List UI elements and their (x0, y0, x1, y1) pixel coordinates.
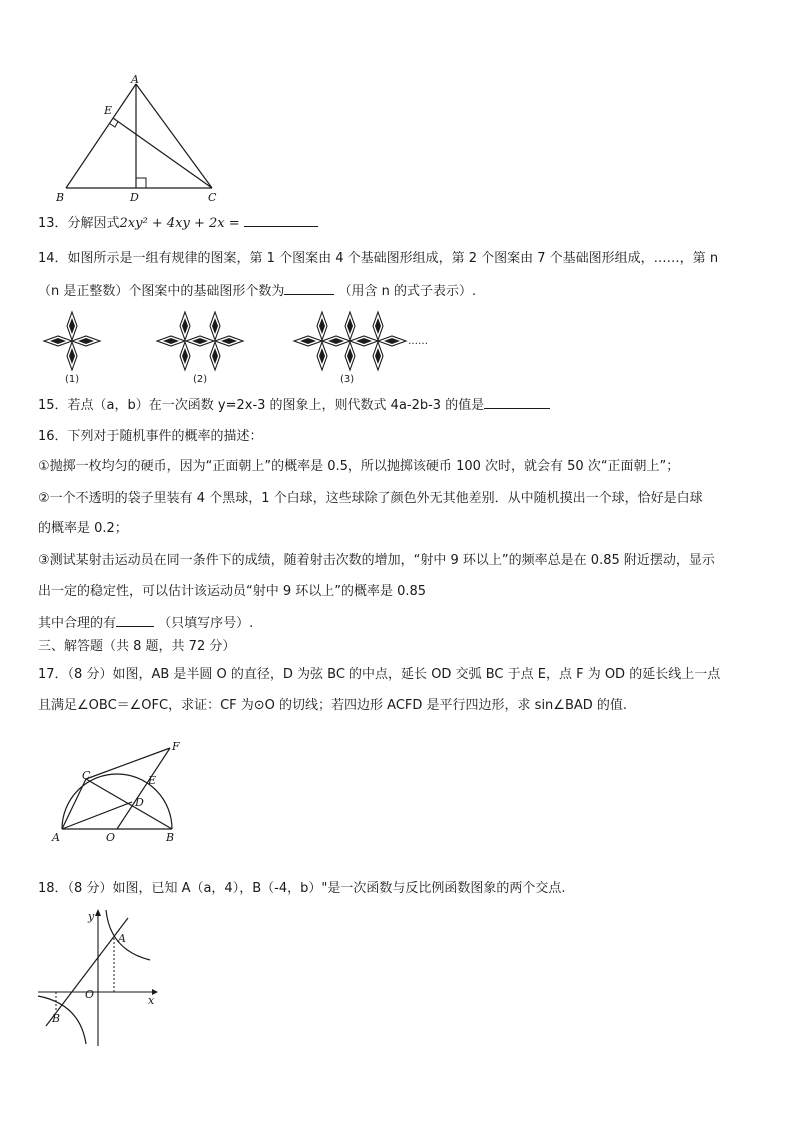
pattern-caption-2: (2) (193, 374, 208, 385)
question-16-item1: ①抛掷一枚均匀的硬币，因为“正面朝上”的概率是 0.5，所以抛掷该硬币 100 次时，就会有 50 次“正面朝上”； (38, 459, 680, 474)
question-16-stem: 16．下列对于随机事件的概率的描述： (38, 429, 263, 444)
label-a: A (131, 74, 139, 86)
segment-cb (86, 779, 172, 829)
linear-function-line (46, 918, 128, 1026)
label-b: B (52, 1012, 61, 1025)
label-b: B (166, 831, 175, 844)
pattern-3 (294, 312, 406, 370)
segment-cf (86, 748, 170, 779)
q13-answer-blank[interactable] (244, 214, 318, 227)
pattern-1 (44, 312, 100, 370)
inverse-branch-q3 (38, 996, 86, 1044)
q15-text: 15．若点（a，b）在一次函数 y=2x-3 的图象上，则代数式 4a-2b-3 的值是 (38, 398, 485, 413)
segment-ab (66, 84, 136, 188)
label-a: A (52, 831, 60, 844)
section-3-title: 三、解答题（共 8 题，共 72 分） (38, 639, 236, 654)
inverse-branch-q1 (106, 910, 150, 960)
q16-ask-b: （只填写序号）. (158, 616, 254, 631)
question-15 (38, 396, 550, 415)
segment-ec (113, 118, 212, 188)
question-16-item2-a: ②一个不透明的袋子里装有 4 个黑球，1 个白球，这些球除了颜色外无其他差别．从中随机摸出一个球，恰好是白球 (38, 491, 703, 506)
question-17-line1: 17．（8 分）如图，AB 是半圆 O 的直径，D 为弦 BC 的中点，延长 OD 交弧 BC 于点 E，点 F 为 OD 的延长线上一点 (38, 667, 721, 682)
label-y: y (88, 910, 95, 923)
label-c: C (82, 769, 91, 782)
label-e: E (104, 104, 113, 117)
label-a: A (118, 932, 126, 945)
q14-text-a: （n 是正整数）个图案中的基础图形个数为 (38, 284, 285, 299)
right-angle-d (136, 178, 146, 188)
question-16-ask (38, 614, 253, 633)
label-e: E (148, 774, 157, 787)
semicircle-figure (48, 738, 188, 848)
label-c: C (208, 191, 217, 204)
segment-ac (136, 84, 212, 188)
q16-ask-a: 其中合理的有 (38, 616, 117, 631)
question-16-item2-b: 的概率是 0.2； (38, 521, 128, 536)
pattern-2 (157, 312, 243, 370)
label-d: D (130, 191, 139, 204)
q13-expression: 2xy² + 4xy + 2x = (119, 216, 240, 231)
y-axis-arrow (95, 909, 101, 916)
label-b: B (56, 191, 65, 204)
triangle-figure (52, 74, 232, 206)
question-13 (38, 214, 318, 233)
pattern-figure (40, 310, 440, 390)
pattern-caption-1: (1) (65, 374, 80, 385)
question-18: 18．（8 分）如图，已知 A（a，4），B（-4，b）"是一次函数与反比例函数图象的两个交点. (38, 881, 566, 896)
label-d: D (135, 796, 144, 809)
q14-text-b: （用含 n 的式子表示）. (338, 284, 477, 299)
question-16-item3-b: 出一定的稳定性，可以估计该运动员“射中 9 环以上”的概率是 0.85 (38, 584, 427, 599)
pattern-caption-3: (3) (340, 374, 355, 385)
question-17-line2: 且满足∠OBC＝∠OFC，求证：CF 为⊙O 的切线；若四边形 ACFD 是平行四边形，求 sin∠BAD 的值. (38, 698, 628, 713)
label-o: O (106, 831, 116, 844)
segment-of (117, 748, 170, 829)
q13-text: 13．分解因式 (38, 216, 120, 231)
q15-answer-blank[interactable] (484, 396, 550, 409)
question-16-item3-a: ③测试某射击运动员在同一条件下的成绩，随着射击次数的增加，“射中 9 环以上”的频率总是在 0.85 附近摆动，显示 (38, 553, 715, 568)
question-14-line1: 14．如图所示是一组有规律的图案，第 1 个图案由 4 个基础图形组成，第 2 个图案由 7 个基础图形组成，……，第 n (38, 251, 719, 266)
label-f: F (172, 740, 180, 753)
label-x: x (148, 994, 155, 1007)
function-graph-figure (34, 904, 164, 1052)
pattern-ellipsis: …… (408, 336, 428, 347)
q16-answer-blank[interactable] (116, 614, 154, 627)
question-14-line2 (38, 282, 476, 301)
q14-answer-blank[interactable] (284, 282, 334, 295)
label-o: O (85, 988, 95, 1001)
